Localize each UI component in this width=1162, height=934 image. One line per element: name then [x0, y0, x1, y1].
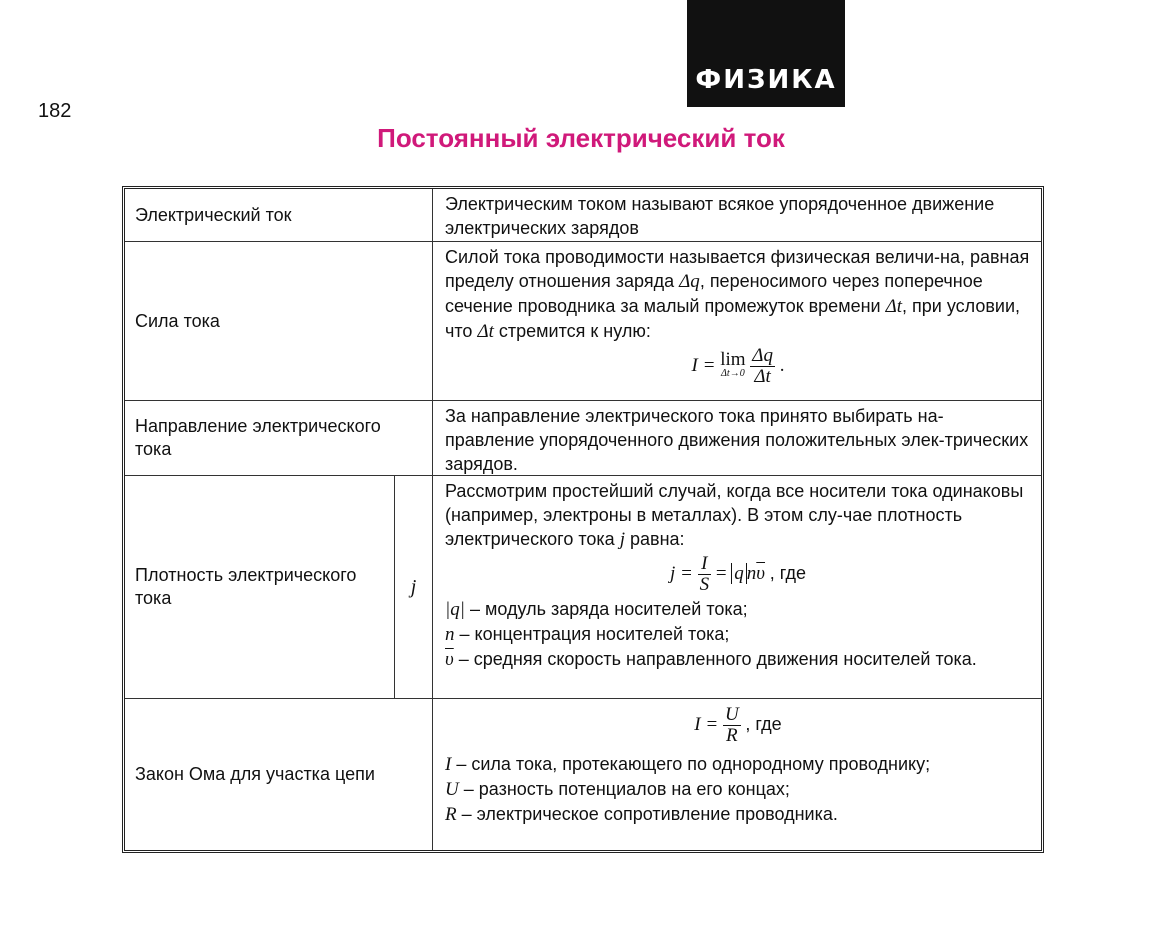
symbol-dq: Δq — [679, 271, 700, 292]
abs-charge: q — [731, 563, 747, 584]
definition-text: стремится к нулю: — [498, 321, 651, 341]
definition-cell: За направление электрического тока принято выбирать на-правление упорядоченного движения положительных элек-трических зарядов. — [445, 406, 1029, 474]
term-cell: Плотность электрического тока — [125, 476, 395, 698]
definition-cell — [435, 699, 1041, 850]
legend-symbol: I — [445, 754, 452, 775]
definition-text: равна: — [630, 529, 685, 549]
fraction-numerator: Δq — [752, 345, 773, 366]
definition-text: , при условии, что — [445, 296, 1021, 341]
fraction-denominator: R — [726, 725, 738, 746]
concentration-symbol: n — [746, 562, 757, 584]
term-cell: Направление электрического тока — [125, 401, 433, 475]
definition-text: , переносимого через поперечное сечение проводника за малый промежуток времени — [445, 271, 983, 316]
fraction — [723, 705, 741, 746]
term-cell: Сила тока — [125, 242, 433, 400]
legend-item — [445, 622, 1031, 647]
ohm-formula — [445, 705, 1031, 746]
formula-lhs: I = — [694, 713, 719, 735]
lim-text: lim — [720, 348, 746, 370]
legend-item — [445, 752, 1031, 777]
legend-symbol: $\overline{\upsilon}$ — [445, 649, 454, 670]
legend-item — [445, 802, 1031, 827]
limit-operator — [720, 348, 746, 381]
formula-tail: , где — [745, 713, 782, 734]
legend-item — [445, 777, 1031, 802]
symbol-dt: Δt — [885, 296, 903, 317]
symbol-dt: Δt — [477, 321, 494, 342]
page-number: 182 — [38, 100, 72, 122]
legend-symbol: U — [445, 779, 459, 800]
legend-text: – средняя скорость направленного движения носителей тока. — [458, 649, 977, 669]
fraction-numerator: U — [724, 704, 739, 725]
fraction — [750, 346, 775, 387]
formula-tail: . — [779, 354, 785, 376]
definition-text: Силой тока проводимости называется физическая величи-на, равная пределу отношения заряда — [445, 247, 1030, 291]
definitions-table — [122, 186, 1044, 853]
fraction-denominator: Δt — [754, 366, 771, 387]
formula-lhs: I = — [691, 354, 716, 376]
formula-eq: = — [715, 562, 727, 584]
current-formula — [445, 346, 1031, 387]
definition-cell — [435, 242, 1041, 400]
definition-cell — [435, 476, 1041, 698]
legend-text: – электрическое сопротивление проводника. — [461, 804, 838, 824]
legend-symbol: |q| — [445, 599, 465, 620]
legend-text: – концентрация носителей тока; — [459, 624, 730, 644]
lim-subscript: Δt→0 — [721, 367, 745, 379]
formula-tail: , где — [769, 562, 807, 583]
legend-item — [445, 647, 1031, 672]
section-badge: ФИЗИКА — [687, 0, 845, 107]
table-row-current-density — [125, 476, 1041, 699]
legend-text: – модуль заряда носителей тока; — [469, 599, 748, 619]
legend-text: – разность потенциалов на его концах; — [463, 779, 790, 799]
definition-cell: Электрическим током называют всякое упорядоченное движение электрических зарядов — [445, 194, 995, 238]
page-title: Постоянный электрический ток — [377, 123, 785, 153]
table-row-ohms-law — [125, 699, 1041, 850]
fraction-numerator: I — [698, 554, 712, 575]
velocity-symbol: $\overline{\upsilon}$ — [756, 562, 766, 584]
term-cell: Закон Ома для участка цепи — [125, 699, 433, 850]
symbol-j: j — [619, 529, 625, 550]
table-row-current-direction — [125, 401, 1041, 476]
definition-text: Рассмотрим простейший случай, когда все носители тока одинаковы (например, электроны в металлах). В этом слу-чае плотность электрического тока — [445, 481, 1024, 549]
fraction-denominator: S — [699, 574, 710, 595]
table-row-current-strength — [125, 242, 1041, 401]
symbol-cell: j — [395, 476, 433, 698]
fraction — [698, 554, 712, 595]
legend-symbol: R — [445, 804, 457, 825]
legend-item — [445, 597, 1031, 622]
legend-symbol: n — [445, 624, 455, 645]
table-row-current — [125, 189, 1041, 242]
legend-text: – сила тока, протекающего по однородному проводнику; — [456, 754, 931, 774]
formula-lhs: j = — [669, 562, 693, 584]
term-cell: Электрический ток — [125, 189, 433, 241]
density-formula — [445, 554, 1031, 595]
